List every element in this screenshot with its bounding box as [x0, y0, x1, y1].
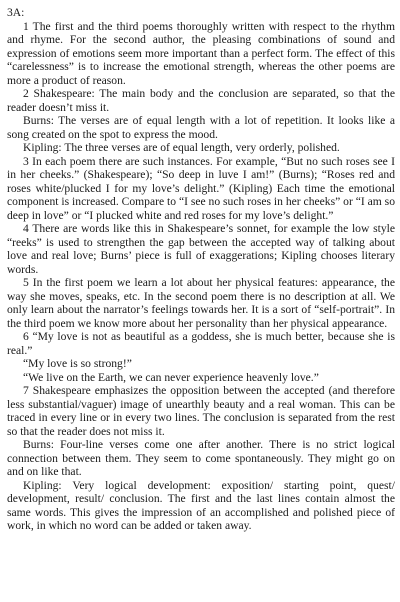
paragraph-4-words: 4 There are words like this in Shakespeare’s sonnet, for example the low style “reeks” is used to strengthen the gap between the accepted way of talking about love and real love; Burns’ piece is full of exaggerations; Kipling chooses literary words.	[7, 222, 395, 276]
paragraph-6-quote-2: “My love is so strong!”	[23, 357, 132, 370]
document-page	[7, 6, 395, 533]
paragraph-2-kipling: Kipling: The three verses are of equal length, very orderly, polished.	[23, 141, 340, 154]
section-heading: 3A:	[7, 6, 25, 19]
paragraph-7-burns: Burns: Four-line verses come one after another. There is no strict logical connection between them. They seem to come spontaneously. They might go on and on like that.	[7, 438, 395, 478]
paragraph-3-instances: 3 In each poem there are such instances. For example, “But no such roses see I in her cheeks.” (Shakespeare); “So deep in luve I am!” (Burns); “Roses red and roses white/plucked I for my love’s delight.” (Kipling) Each time the emotional component is increased. Compare to “I see no such roses in her cheeks” or “I am so deep in love” or “I plucked white and red roses for my love’s delight.”	[7, 154, 395, 222]
paragraph-5-portrait: 5 In the first poem we learn a lot about her physical features: appearance, the way she moves, speaks, etc. In the second poem there is no description at all. We only learn about the narrator’s feelings towards her. It is a sort of “self-portrait”. In the third poem we know more about her personality than her physical appearance.	[7, 276, 395, 330]
paragraph-7-shakespeare: 7 Shakespeare emphasizes the opposition between the accepted (and therefore less substantial/vaguer) image of unearthly beauty and a real woman. This can be traced in every line or in every two lines. The conclusion is separated from the rest so that the reader does not miss it.	[7, 384, 395, 438]
paragraph-1-form: 1 The first and the third poems thoroughly written with respect to the rhythm and rhyme. For the second author, the pleasing combinations of sound and expression of emotions seem more important than a perfect form. The effect of this “carelessness” is to increase the emotional strength, whereas the other poems are more a product of reason.	[7, 19, 395, 87]
paragraph-6-quote-3: “We live on the Earth, we can never experience heavenly love.”	[23, 370, 319, 384]
paragraph-2-burns: Burns: The verses are of equal length with a lot of repetition. It looks like a song created on the spot to express the mood.	[7, 114, 395, 141]
paragraph-6-quote-1: 6 “My love is not as beautiful as a goddess, she is much better, because she is real.”	[7, 330, 395, 357]
paragraph-2-shakespeare: 2 Shakespeare: The main body and the conclusion are separated, so that the reader doesn’t miss it.	[7, 87, 395, 114]
paragraph-7-kipling: Kipling: Very logical development: exposition/ starting point, quest/ development, result/ conclusion. The first and the last lines contain almost the same words. This gives the impression of an accomplished and polished piece of work, in which no word can be added or taken away.	[7, 478, 395, 532]
